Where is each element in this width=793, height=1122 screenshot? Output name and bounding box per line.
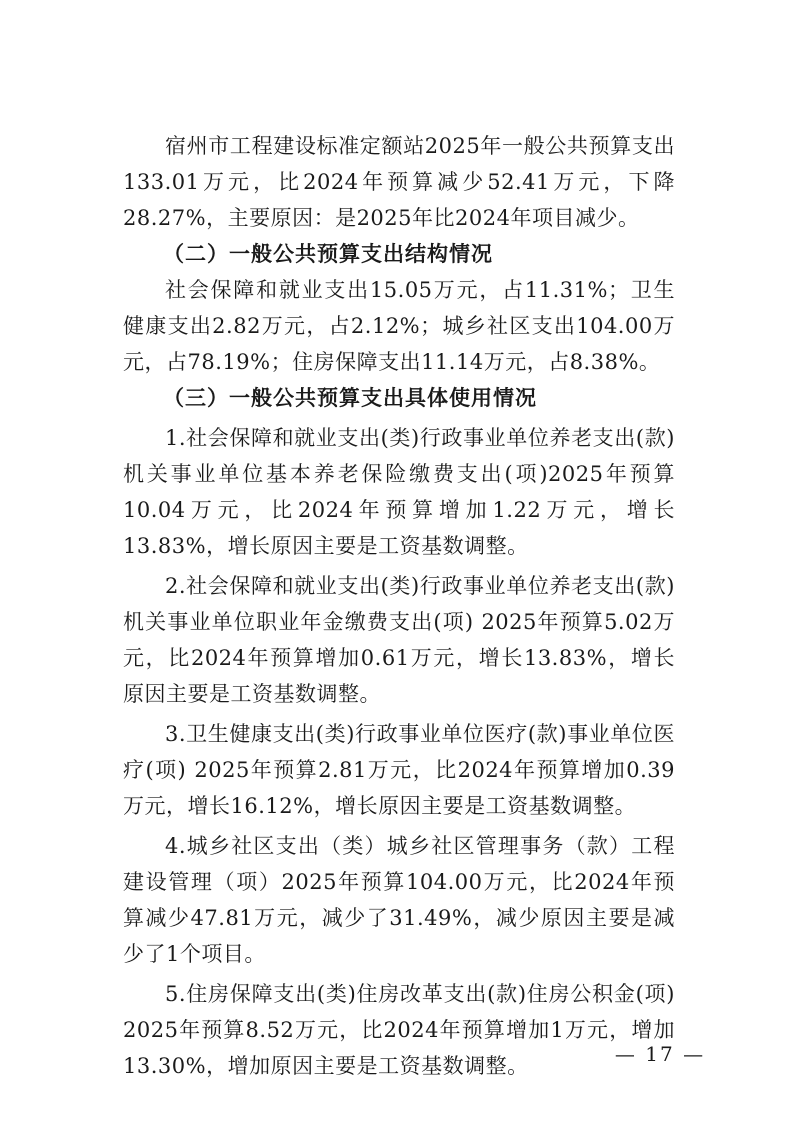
heading-usage: （三）一般公共预算支出具体使用情况 [163,385,537,410]
heading-structure: （二）一般公共预算支出结构情况 [163,241,493,266]
paragraph-item-4: 4.城乡社区支出（类）城乡社区管理事务（款）工程建设管理（项）2025年预算104.00万元，比2024年预算减少47.81万元，减少了31.49%，减少原因主要是减少了1个项目。 [123,834,675,966]
paragraph-item-3: 3.卫生健康支出(类)行政事业单位医疗(款)事业单位医疗(项) 2025年预算2.81万元，比2024年预算增加0.39万元，增长16.12%，增长原因主要是工资基数调整。 [123,722,675,818]
document-body [123,128,675,1084]
paragraph-item-1: 1.社会保障和就业支出(类)行政事业单位养老支出(款)机关事业单位基本养老保险缴费支出(项)2025年预算10.04万元，比2024年预算增加1.22万元，增长13.83%，增长原因主要是工资基数调整。 [123,426,675,558]
paragraph-item-2: 2.社会保障和就业支出(类)行政事业单位养老支出(款)机关事业单位职业年金缴费支出(项) 2025年预算5.02万元，比2024年预算增加0.61万元，增长13.83%，增长原因主要是工资基数调整。 [123,574,675,706]
paragraph-structure: 社会保障和就业支出15.05万元，占11.31%；卫生健康支出2.82万元，占2.12%；城乡社区支出104.00万元，占78.19%；住房保障支出11.14万元，占8.38%。 [123,278,675,374]
paragraph-expenditure-summary: 宿州市工程建设标准定额站2025年一般公共预算支出133.01万元，比2024年预算减少52.41万元，下降28.27%，主要原因：是2025年比2024年项目减少。 [123,134,675,230]
paragraph-item-5: 5.住房保障支出(类)住房改革支出(款)住房公积金(项) 2025年预算8.52万元，比2024年预算增加1万元，增加13.30%，增加原因主要是工资基数调整。 [123,982,675,1078]
page-number: — 17 — [614,1042,706,1066]
